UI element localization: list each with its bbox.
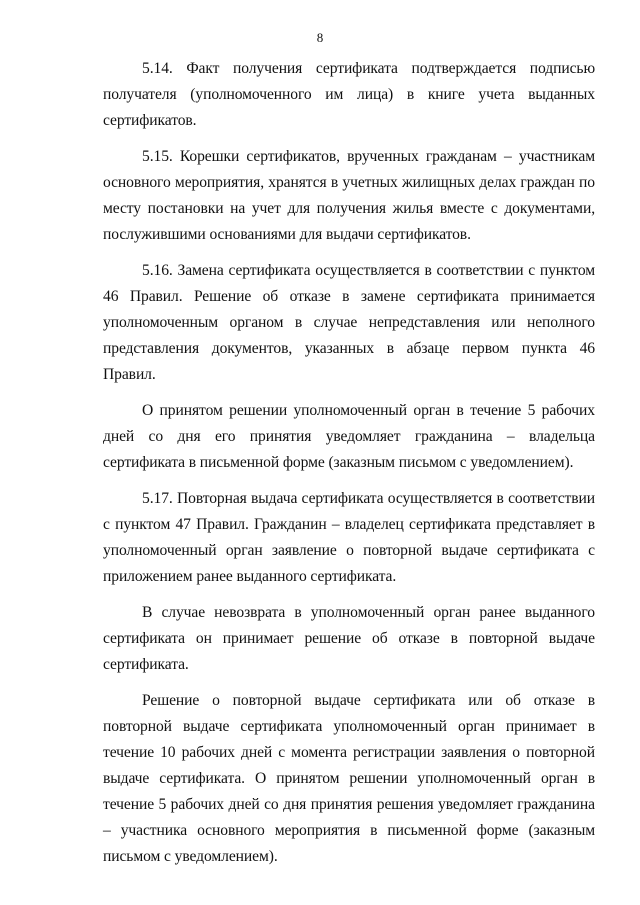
- paragraph-5-17-decision: Решение о повторной выдаче сертификата или об отказе в повторной выдаче сертификата уполномоченный орган принимает в течение 10 рабочих дней с момента регистрации заявления о повторной выдаче сертификата. О принятом решении уполномоченный орган в течение 5 рабочих дней со дня принятия решения уведомляет гражданина – участника основного мероприятия в письменной форме (заказным письмом с уведомлением).: [103, 692, 595, 865]
- paragraph-5-17: 5.17. Повторная выдача сертификата осуществляется в соответствии с пунктом 47 Правил. Гражданин – владелец сертификата представляет в уполномоченный орган заявление о повторной выдаче сертификата с приложением ранее выданного сертификата.: [103, 490, 595, 585]
- page-number: 8: [316, 30, 324, 45]
- paragraph-5-16: 5.16. Замена сертификата осуществляется в соответствии с пунктом 46 Правил. Решение об отказе в замене сертификата принимается уполномоченным органом в случае непредставления или неполного представления документов, указанных в абзаце первом пункта 46 Правил.: [103, 262, 595, 383]
- paragraph-5-17-non-return: В случае невозврата в уполномоченный орган ранее выданного сертификата он принимает решение об отказе в повторной выдаче сертификата.: [103, 604, 595, 673]
- paragraph-5-16-decision-notice: О принятом решении уполномоченный орган в течение 5 рабочих дней со дня его принятия уведомляет гражданина – владельца сертификата в письменной форме (заказным письмом с уведомлением).: [103, 402, 595, 471]
- document-body: [103, 56, 595, 880]
- paragraph-5-15: 5.15. Корешки сертификатов, врученных гражданам – участникам основного мероприятия, хранятся в учетных жилищных делах граждан по месту постановки на учет для получения жилья вместе с документами, послужившими основаниями для выдачи сертификатов.: [103, 148, 595, 243]
- paragraph-5-14: 5.14. Факт получения сертификата подтверждается подписью получателя (уполномоченного им лица) в книге учета выданных сертификатов.: [103, 60, 595, 129]
